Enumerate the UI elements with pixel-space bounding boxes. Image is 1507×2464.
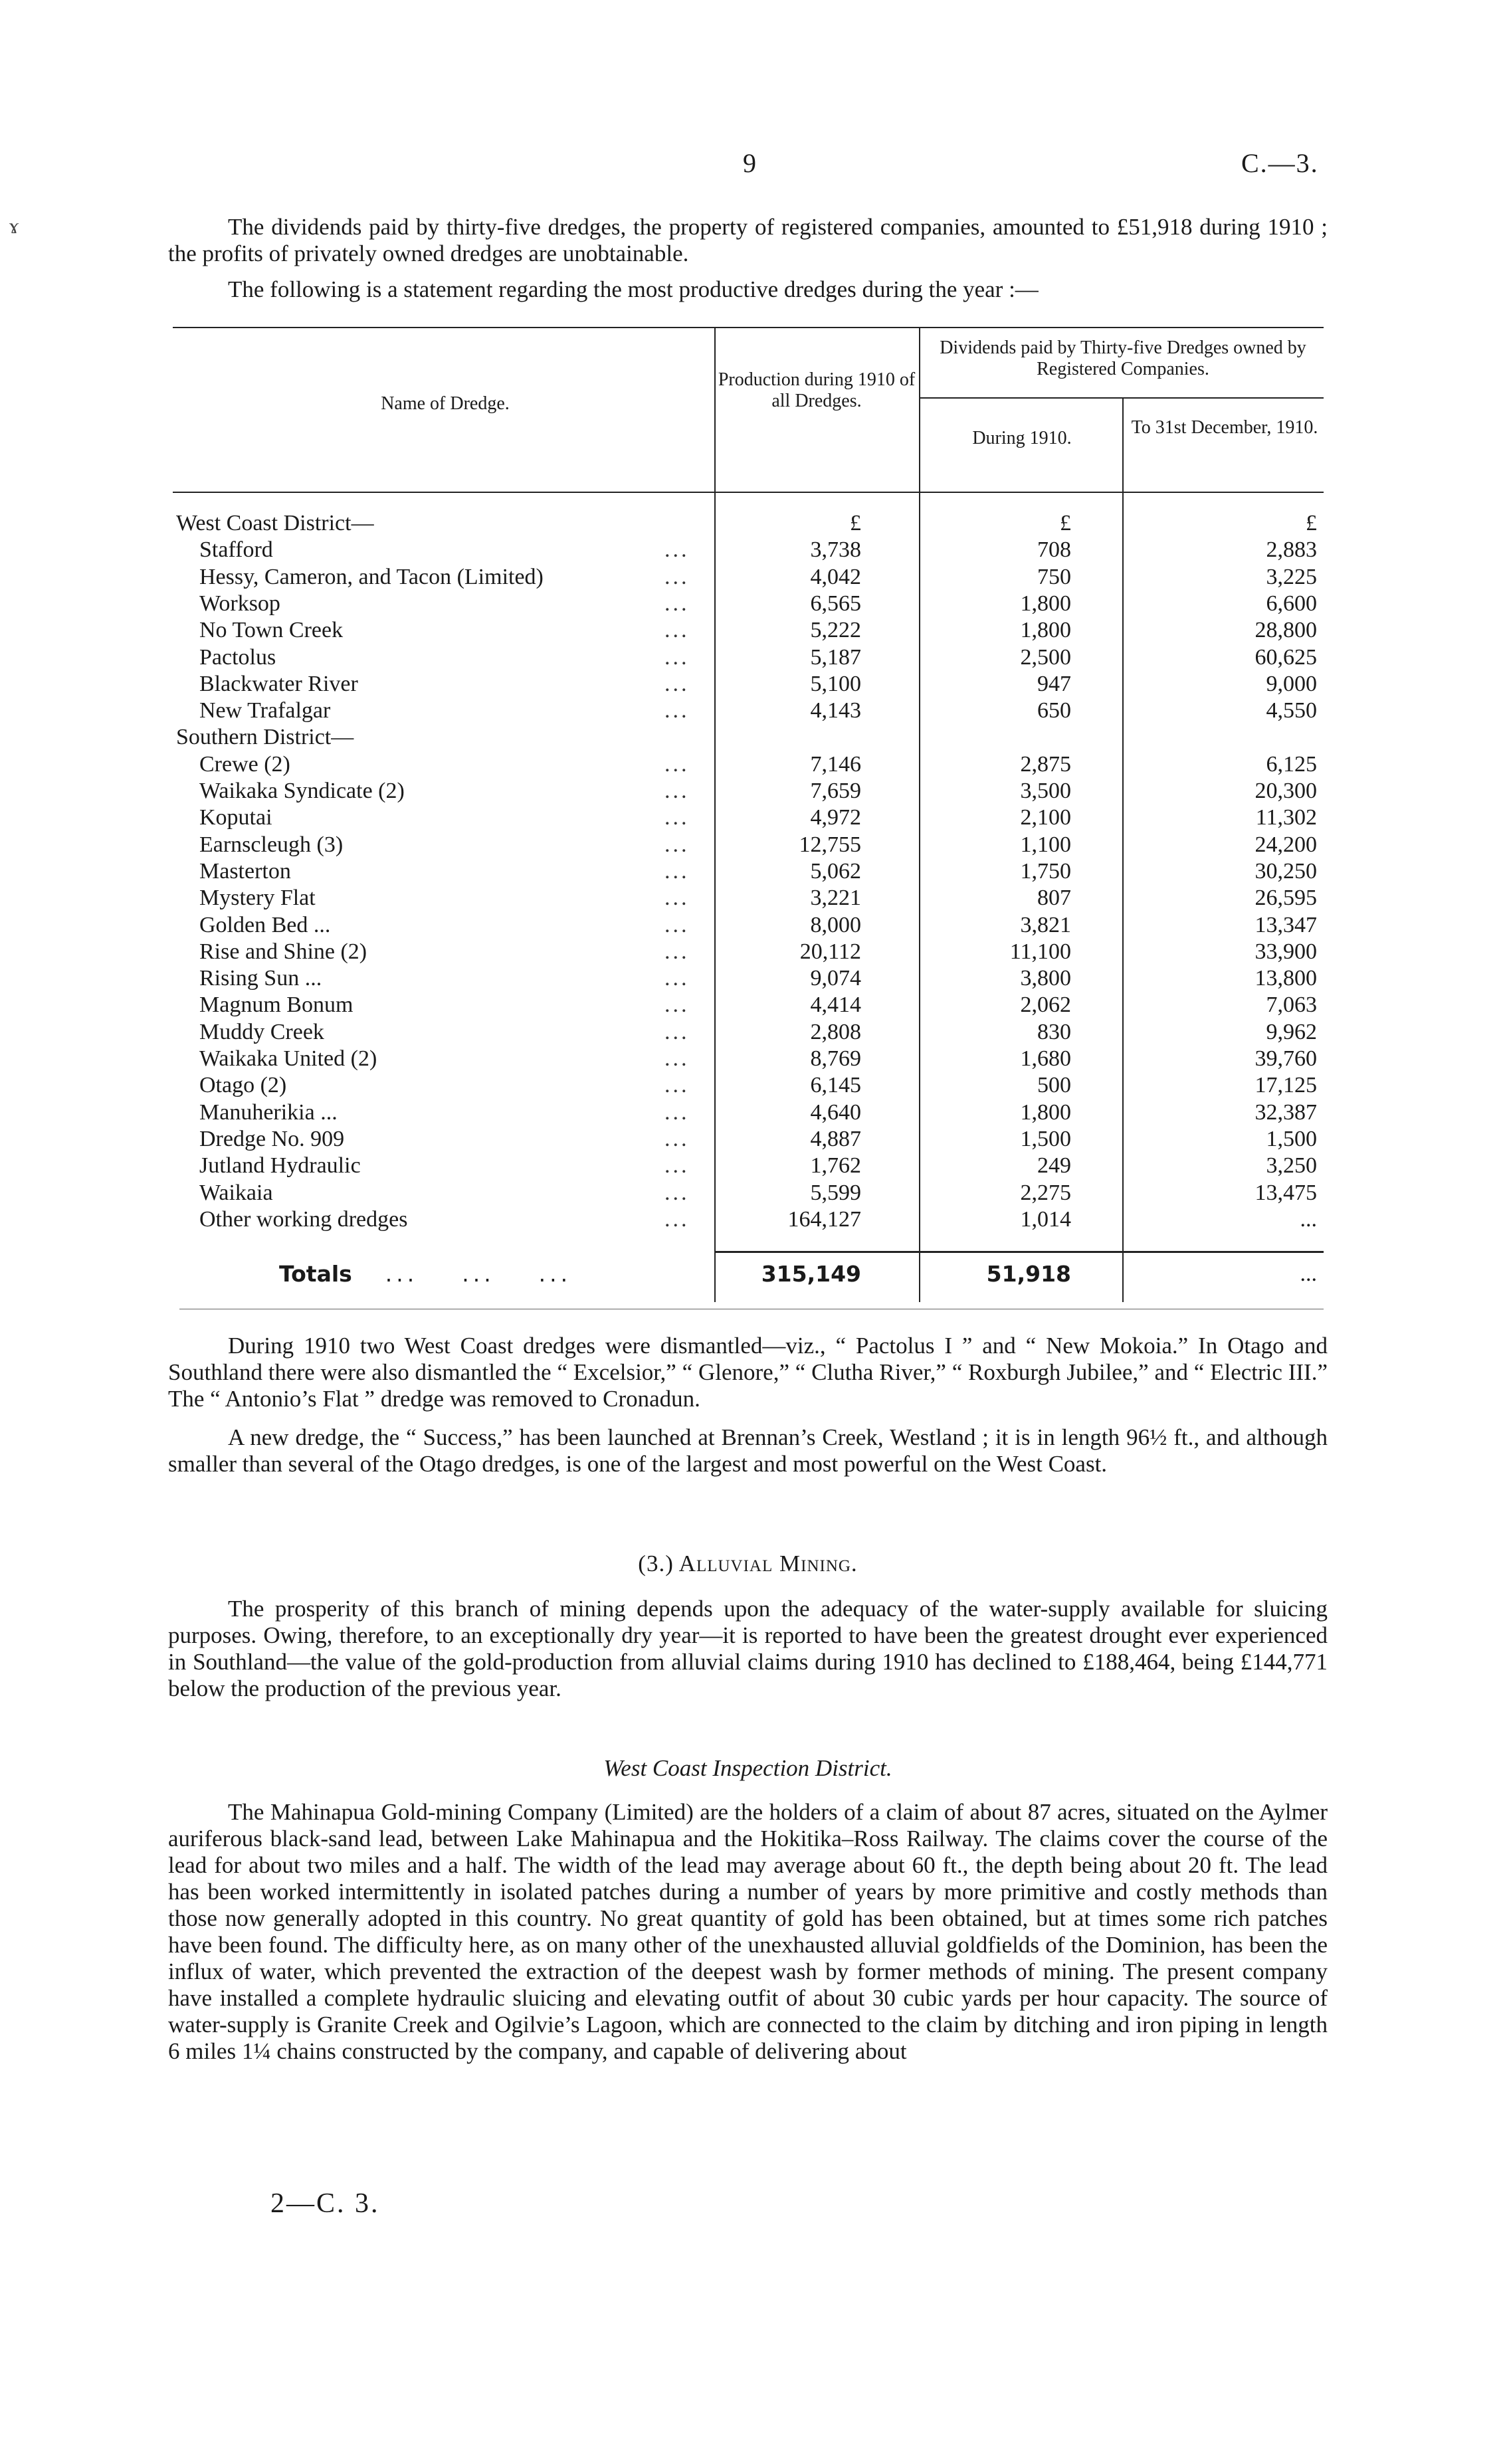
subheading-west-coast: West Coast Inspection District. xyxy=(603,1755,892,1781)
table-cell-to-date: ... xyxy=(1300,1206,1317,1232)
header-dividends-group: Dividends paid by Thirty-five Dredges owned by Registered Companies. xyxy=(940,337,1306,379)
header-to-31st-december: To 31st December, 1910. xyxy=(1131,417,1318,438)
document-reference: C.—3. xyxy=(1241,148,1319,178)
table-row-name: No Town Creek ... xyxy=(199,618,690,643)
table-cell-production: 6,145 xyxy=(810,1073,861,1098)
table-row-name: Other working dredges ... xyxy=(199,1206,690,1232)
row-name-text: Stafford xyxy=(199,537,273,563)
page-number: 9 xyxy=(743,148,756,178)
row-name-text: Other working dredges xyxy=(199,1206,408,1232)
table-cell-during: 3,500 xyxy=(1020,779,1071,803)
totals-label-text: Totals xyxy=(279,1261,352,1287)
header-during-1910: During 1910. xyxy=(972,428,1072,448)
table-row-name: Waikaka United (2) ... xyxy=(199,1046,690,1071)
table-row-name: Manuherikia ... ... xyxy=(199,1099,690,1125)
margin-mark: ɤ xyxy=(9,214,19,238)
table-cell-to-date: 9,000 xyxy=(1266,671,1317,696)
row-name-text: Golden Bed ... xyxy=(199,912,331,937)
table-cell-to-date: 30,250 xyxy=(1255,858,1317,884)
table-cell-during: 500 xyxy=(1037,1073,1071,1098)
table-row-name: Mystery Flat ... xyxy=(199,886,690,911)
table-row-name: Hessy, Cameron, and Tacon (Limited) ... xyxy=(199,564,690,589)
table-cell-production: 4,887 xyxy=(810,1126,861,1151)
row-name-text: Hessy, Cameron, and Tacon (Limited) xyxy=(199,564,544,589)
row-name-text: Mystery Flat xyxy=(199,886,316,911)
table-cell-to-date: 39,760 xyxy=(1255,1046,1317,1071)
totals-label: Totals ... ... ... xyxy=(279,1261,572,1287)
table-cell-production: 20,112 xyxy=(799,939,861,964)
table-cell-production: 5,187 xyxy=(810,644,861,670)
row-name-text: Crewe (2) xyxy=(199,751,290,777)
intro-paragraph-dividends: The dividends paid by thirty-five dredges, the property of registered companies, amounted to £51,918 during 1910 ; the profits of privately owned dredges are unobtainable. xyxy=(168,214,1328,266)
table-cell-production: 7,146 xyxy=(810,751,861,777)
table-cell-during: 807 xyxy=(1037,886,1071,911)
table-row-name: Waikaia ... xyxy=(199,1180,690,1205)
table-cell-to-date: 17,125 xyxy=(1255,1073,1317,1098)
table-cell-during: 1,800 xyxy=(1020,591,1071,616)
table-cell-during: 947 xyxy=(1037,671,1071,696)
table-cell-production: 5,100 xyxy=(810,671,861,696)
table-cell-during: 2,500 xyxy=(1020,644,1071,670)
paragraph-dismantled-dredges: During 1910 two West Coast dredges were dismantled—viz., “ Pactolus I ” and “ New Mokoia.” In Otago and Southland there were also dismantled the “ Excelsior,” “ Glenore,” “ Clutha River,” “ Roxburgh Jubilee,” and “ Electric III.” The “ Antonio’s Flat ” dredge was removed to Cronadun. xyxy=(168,1333,1328,1412)
table-cell-production: 4,640 xyxy=(810,1099,861,1125)
table-cell-production: 4,042 xyxy=(810,564,861,589)
table-cell-production: 4,972 xyxy=(810,805,861,830)
row-name-text: Magnum Bonum xyxy=(199,993,353,1018)
table-cell-production: 9,074 xyxy=(810,966,861,991)
table-cell-to-date: 11,302 xyxy=(1255,805,1317,830)
table-cell-to-date: 24,200 xyxy=(1255,832,1317,857)
table-cell-during: 249 xyxy=(1037,1153,1071,1179)
table-cell-production: 7,659 xyxy=(810,779,861,803)
table-cell-to-date: 1,500 xyxy=(1266,1126,1317,1151)
row-name-text: Rise and Shine (2) xyxy=(199,939,367,964)
table-cell-to-date: 7,063 xyxy=(1266,993,1317,1018)
row-name-text: Southern District— xyxy=(176,725,354,750)
table-row-name: Worksop ... xyxy=(199,591,690,616)
table-cell-during: 3,800 xyxy=(1020,966,1071,991)
paragraph-mahinapua: The Mahinapua Gold-mining Company (Limited) are the holders of a claim of about 87 acres, situated on the Aylmer auriferous black-sand lead, between Lake Mahinapua and the Hokitika–Ross Railway. The claims cover the course of the lead for about two miles and a half. The width of the lead may average about 60 ft., the depth being about 20 ft. The lead has been worked intermittently in isolated patches during a number of years by more primitive and costly methods than those now generally adopted in this country. No great quantity of gold has been obtained, but at times some rich patches have been found. The difficulty here, as on many other of the unexhausted alluvial goldfields of the Dominion, has been the influx of water, which prevented the extraction of the deepest wash by former methods of mining. The present company have installed a complete hydraulic sluicing and elevating outfit of about 30 cubic yards per hour capacity. The source of water-supply is Granite Creek and Ogilvie’s Lagoon, which are connected to the claim by ditching and iron piping in length 6 miles 1¼ chains constructed by the company, and capable of delivering about xyxy=(168,1799,1328,2064)
row-name-text: Masterton xyxy=(199,858,291,884)
row-name-text: New Trafalgar xyxy=(199,698,331,723)
table-cell-production: 3,738 xyxy=(810,537,861,563)
table-cell-to-date: 60,625 xyxy=(1255,644,1317,670)
table-cell-to-date: 32,387 xyxy=(1255,1099,1317,1125)
header-production: Production during 1910 of all Dredges. xyxy=(718,369,916,411)
unit-production: £ xyxy=(850,511,861,535)
row-name-text: Otago (2) xyxy=(199,1073,287,1098)
table-cell-during: 708 xyxy=(1037,537,1071,563)
table-row-name: Muddy Creek ... xyxy=(199,1019,690,1044)
table-row-name: Masterton ... xyxy=(199,858,690,884)
table-cell-production: 3,221 xyxy=(810,886,861,911)
table-cell-production: 5,599 xyxy=(810,1180,861,1205)
table-cell-to-date: 6,600 xyxy=(1266,591,1317,616)
table-group-heading xyxy=(176,724,708,751)
table-row-name: Earnscleugh (3) ... xyxy=(199,832,690,857)
table-row-name: Rise and Shine (2) ... xyxy=(199,939,690,964)
table-divider-3 xyxy=(1122,397,1124,1302)
row-name-text: Manuherikia ... xyxy=(199,1099,338,1125)
row-name-text: Waikaka Syndicate (2) xyxy=(199,779,405,803)
row-name-text: Pactolus xyxy=(199,644,276,670)
table-cell-production: 4,414 xyxy=(810,993,861,1018)
table-row-name: Jutland Hydraulic ... xyxy=(199,1153,690,1179)
totals-during: 51,918 xyxy=(986,1261,1071,1287)
table-cell-to-date: 26,595 xyxy=(1255,886,1317,911)
table-cell-during: 2,100 xyxy=(1020,805,1071,830)
table-cell-to-date: 2,883 xyxy=(1266,537,1317,563)
table-cell-to-date: 9,962 xyxy=(1266,1019,1317,1044)
table-cell-to-date: 13,475 xyxy=(1255,1180,1317,1205)
row-name-text: Koputai xyxy=(199,805,272,830)
table-cell-during: 1,800 xyxy=(1020,1099,1071,1125)
table-cell-production: 4,143 xyxy=(810,698,861,723)
table-cell-during: 3,821 xyxy=(1020,912,1071,937)
table-cell-during: 2,875 xyxy=(1020,751,1071,777)
table-cell-during: 1,680 xyxy=(1020,1046,1071,1071)
table-cell-production: 12,755 xyxy=(799,832,861,857)
table-cell-during: 830 xyxy=(1037,1019,1071,1044)
table-cell-during: 1,800 xyxy=(1020,618,1071,643)
table-row-name: Otago (2) ... xyxy=(199,1073,690,1098)
table-cell-to-date: 33,900 xyxy=(1255,939,1317,964)
row-name-text: Dredge No. 909 xyxy=(199,1126,345,1151)
table-row-name: Stafford ... xyxy=(199,537,690,563)
row-name-text: Blackwater River xyxy=(199,671,358,696)
table-cell-during: 1,014 xyxy=(1020,1206,1071,1232)
table-row-name: Pactolus ... xyxy=(199,644,690,670)
row-name-text: West Coast District— xyxy=(176,511,374,535)
footer-signature: 2—C. 3. xyxy=(270,2188,380,2219)
table-cell-to-date: 28,800 xyxy=(1255,618,1317,643)
table-cell-production: 8,769 xyxy=(810,1046,861,1071)
table-cell-to-date: 13,800 xyxy=(1255,966,1317,991)
header-name-of-dredge: Name of Dredge. xyxy=(381,393,510,414)
table-cell-during: 1,500 xyxy=(1020,1126,1071,1151)
table-cell-during: 11,100 xyxy=(1009,939,1071,964)
table-cell-to-date: 4,550 xyxy=(1266,698,1317,723)
table-row-name: Rising Sun ... ... xyxy=(199,966,690,991)
table-cell-to-date: 6,125 xyxy=(1266,751,1317,777)
table-cell-during: 2,062 xyxy=(1020,993,1071,1018)
row-name-text: No Town Creek xyxy=(199,618,344,643)
table-cell-production: 5,062 xyxy=(810,858,861,884)
paragraph-alluvial-prosperity: The prosperity of this branch of mining depends upon the adequacy of the water-supply available for sluicing purposes. Owing, therefore, to an exceptionally dry year—it is reported to have been the greatest drought ever experienced in Southland—the value of the gold-production from alluvial claims during 1910 has declined to £188,464, being £144,771 below the production of the previous year. xyxy=(168,1596,1328,1701)
table-cell-during: 1,100 xyxy=(1020,832,1071,857)
section-heading-alluvial-mining: (3.) Alluvial Mining. xyxy=(638,1551,858,1576)
row-name-text: Jutland Hydraulic xyxy=(199,1153,361,1179)
table-cell-to-date: 3,225 xyxy=(1266,564,1317,589)
row-name-text: Rising Sun ... xyxy=(199,966,322,991)
table-cell-production: 164,127 xyxy=(787,1206,861,1232)
table-row-name: Crewe (2) ... xyxy=(199,751,690,777)
table-cell-production: 5,222 xyxy=(810,618,861,643)
unit-to-date: £ xyxy=(1306,511,1317,535)
table-cell-during: 2,275 xyxy=(1020,1180,1071,1205)
row-name-text: Waikaka United (2) xyxy=(199,1046,377,1071)
table-cell-production: 1,762 xyxy=(810,1153,861,1179)
row-name-text: Muddy Creek xyxy=(199,1019,324,1044)
table-cell-production: 2,808 xyxy=(810,1019,861,1044)
table-header-rule xyxy=(173,492,1324,493)
totals-to-date: ... xyxy=(1300,1262,1317,1286)
table-totals-rule xyxy=(714,1251,1324,1253)
table-subheader-rule xyxy=(919,397,1324,399)
unit-during: £ xyxy=(1060,511,1071,535)
table-cell-to-date: 20,300 xyxy=(1255,779,1317,803)
table-cell-during: 650 xyxy=(1037,698,1071,723)
table-top-rule xyxy=(173,327,1324,328)
table-cell-to-date: 3,250 xyxy=(1266,1153,1317,1179)
table-row-name: Koputai ... xyxy=(199,805,690,830)
totals-production: 315,149 xyxy=(761,1261,861,1287)
table-group-heading xyxy=(176,510,708,537)
table-cell-to-date: 13,347 xyxy=(1255,912,1317,937)
table-cell-during: 1,750 xyxy=(1020,858,1071,884)
table-row-name: Dredge No. 909 ... xyxy=(199,1126,690,1151)
table-cell-production: 8,000 xyxy=(810,912,861,937)
table-divider-2 xyxy=(919,327,920,1302)
row-name-text: Waikaia xyxy=(199,1180,273,1205)
table-row-name: Waikaka Syndicate (2) ... xyxy=(199,779,690,803)
row-name-text: Worksop xyxy=(199,591,280,616)
table-row-name: Golden Bed ... ... xyxy=(199,912,690,937)
table-row-name: Magnum Bonum ... xyxy=(199,993,690,1018)
table-row-name: New Trafalgar ... xyxy=(199,698,690,723)
table-cell-production: 6,565 xyxy=(810,591,861,616)
row-name-text: Earnscleugh (3) xyxy=(199,832,344,857)
table-row-name: Blackwater River ... xyxy=(199,671,690,696)
table-cell-during: 750 xyxy=(1037,564,1071,589)
intro-paragraph-statement: The following is a statement regarding the most productive dredges during the year :— xyxy=(228,276,1039,302)
paragraph-new-dredge: A new dredge, the “ Success,” has been launched at Brennan’s Creek, Westland ; it is in length 96½ ft., and although smaller than several of the Otago dredges, is one of the largest and most powerful on the West Coast. xyxy=(168,1424,1328,1477)
